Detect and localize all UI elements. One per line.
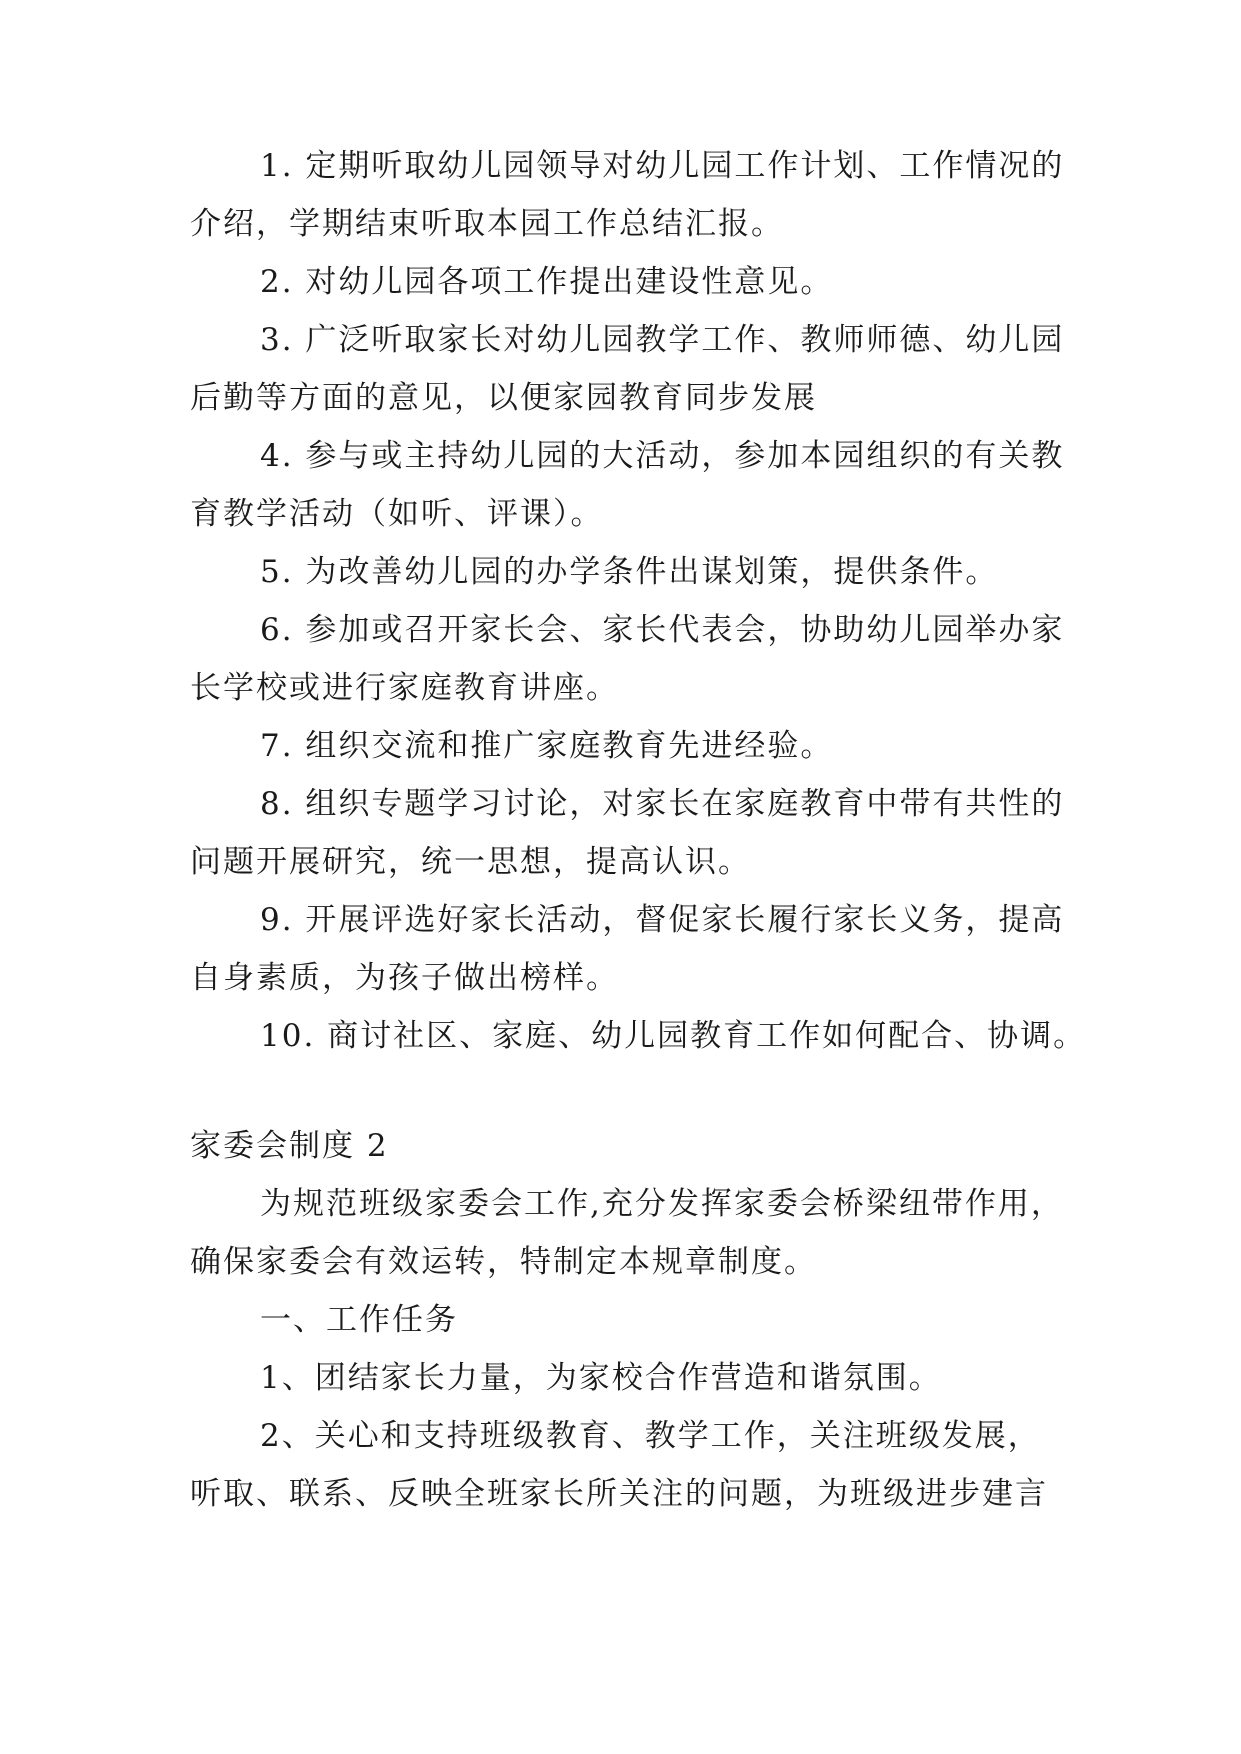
text-line: 后勤等方面的意见，以便家园教育同步发展 <box>190 380 817 416</box>
text-line: 9. 开展评选好家长活动，督促家长履行家长义务，提高 <box>260 902 1065 938</box>
section-1-text <box>190 137 1087 1065</box>
text-line: 为规范班级家委会工作,充分发挥家委会桥梁纽带作用， <box>260 1186 1064 1222</box>
text-line: 育教学活动（如听、评课）。 <box>190 496 604 532</box>
text-line: 8. 组织专题学习讨论，对家长在家庭教育中带有共性的 <box>260 786 1065 822</box>
text-line: 10. 商讨社区、家庭、幼儿园教育工作如何配合、协调。 <box>260 1018 1087 1054</box>
text-line: 1. 定期听取幼儿园领导对幼儿园工作计划、工作情况的 <box>260 148 1065 184</box>
section-heading: 家委会制度 2 <box>190 1128 389 1164</box>
text-line: 5. 为改善幼儿园的办学条件出谋划策，提供条件。 <box>260 554 999 590</box>
text-line: 长学校或进行家庭教育讲座。 <box>190 670 619 706</box>
text-line: 一、工作任务 <box>260 1302 458 1338</box>
text-line: 1、团结家长力量，为家校合作营造和谐氛围。 <box>260 1360 942 1396</box>
text-line: 2、关心和支持班级教育、教学工作，关注班级发展， <box>260 1418 1041 1454</box>
text-line: 4. 参与或主持幼儿园的大活动，参加本园组织的有关教 <box>260 438 1065 474</box>
text-line: 听取、联系、反映全班家长所关注的问题，为班级进步建言 <box>190 1476 1048 1512</box>
text-line: 7. 组织交流和推广家庭教育先进经验。 <box>260 728 834 764</box>
text-line: 6. 参加或召开家长会、家长代表会，协助幼儿园举办家 <box>260 612 1065 648</box>
text-line: 2. 对幼儿园各项工作提出建设性意见。 <box>260 264 834 300</box>
text-line: 问题开展研究，统一思想，提高认识。 <box>190 844 751 880</box>
text-line: 3. 广泛听取家长对幼儿园教学工作、教师师德、幼儿园 <box>260 322 1065 358</box>
text-line: 确保家委会有效运转，特制定本规章制度。 <box>190 1244 817 1280</box>
text-line: 自身素质，为孩子做出榜样。 <box>190 960 619 996</box>
text-line: 介绍，学期结束听取本园工作总结汇报。 <box>190 206 784 242</box>
section-2-text <box>190 1117 1070 1523</box>
